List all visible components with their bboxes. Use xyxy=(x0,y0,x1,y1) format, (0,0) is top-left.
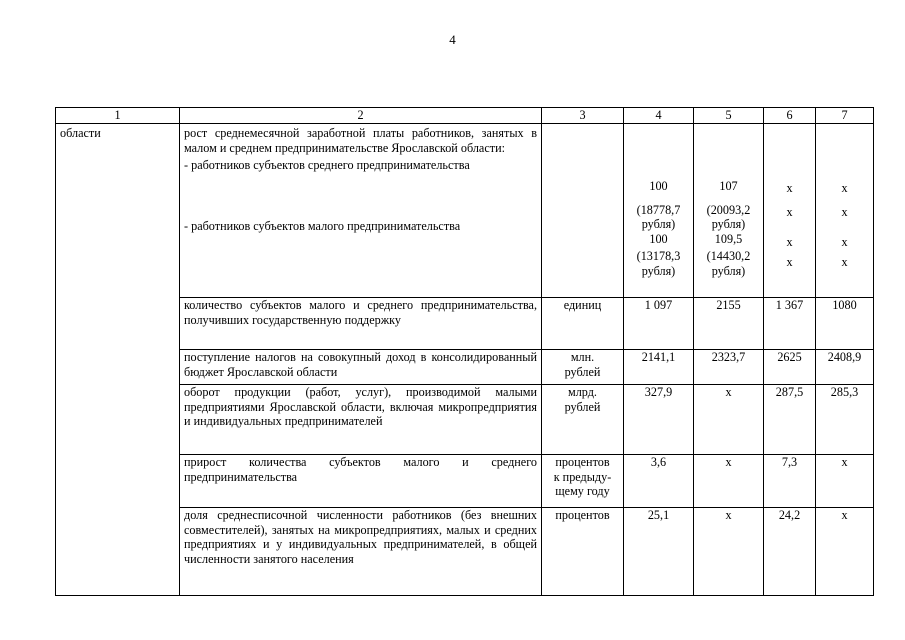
value-cell: 327,9 xyxy=(624,385,694,455)
header-cell: 4 xyxy=(624,108,694,124)
value: (18778,7 xyxy=(636,202,681,217)
header-cell: 5 xyxy=(694,108,764,124)
unit-cell xyxy=(542,385,624,455)
value: х xyxy=(786,181,793,195)
header-cell: 1 xyxy=(56,108,180,124)
unit-line: рублей xyxy=(564,399,601,414)
unit-line: млн. xyxy=(570,350,595,364)
header-cell: 7 xyxy=(816,108,874,124)
unit-line: млрд. xyxy=(568,385,597,399)
indicator-sub-label: - работников субъектов малого предпринимательства xyxy=(184,218,461,233)
value: х xyxy=(786,204,793,219)
table-row xyxy=(56,124,874,298)
value: х xyxy=(841,235,848,250)
indicator-cell: доля среднесписочной численности работников (без внешних совместителей), занятых на микропредприятиях, малых и средних предприятиях и у индивидуальных предпринимателей, в общей численности занятого населения xyxy=(180,508,542,596)
value-cell: 1 097 xyxy=(624,298,694,350)
value: 109,5 xyxy=(714,231,743,246)
value: х xyxy=(841,204,848,219)
value: рубля) xyxy=(641,263,676,278)
value: (20093,2 xyxy=(706,202,751,217)
value-cell: 285,3 xyxy=(816,385,874,455)
unit-line: щему году xyxy=(555,484,610,499)
value-cell: 24,2 xyxy=(764,508,816,596)
value: рубля) xyxy=(711,263,746,278)
value: рубля) xyxy=(641,217,676,232)
value-cell: х xyxy=(816,508,874,596)
value-cell: 2141,1 xyxy=(624,350,694,385)
value: х xyxy=(786,254,793,269)
value-cell xyxy=(694,124,764,298)
header-row xyxy=(56,108,874,124)
value-cell: 1 367 xyxy=(764,298,816,350)
value-cell: 1080 xyxy=(816,298,874,350)
value: х xyxy=(786,235,793,250)
value-cell: 2323,7 xyxy=(694,350,764,385)
indicator-cell xyxy=(180,124,542,298)
value-cell: 287,5 xyxy=(764,385,816,455)
indicator-cell: поступление налогов на совокупный доход в консолидированный бюджет Ярославской области xyxy=(180,350,542,385)
unit-cell xyxy=(542,455,624,508)
unit-cell: единиц xyxy=(542,298,624,350)
value-cell: х xyxy=(694,508,764,596)
unit-line: к предыду- xyxy=(553,469,612,484)
value-cell: 25,1 xyxy=(624,508,694,596)
header-cell: 2 xyxy=(180,108,542,124)
value: 100 xyxy=(649,179,668,193)
indicator-sub-label: - работников субъектов среднего предпринимательства xyxy=(184,158,470,173)
indicator-text: рост среднемесячной заработной платы работников, занятых в малом и среднем предпринимательстве Ярославской области: xyxy=(184,126,537,155)
unit-cell: процентов xyxy=(542,508,624,596)
value: 100 xyxy=(649,231,668,246)
value: 107 xyxy=(719,179,738,193)
unit-cell xyxy=(542,350,624,385)
value: (14430,2 xyxy=(706,249,751,264)
value-cell: 7,3 xyxy=(764,455,816,508)
value: х xyxy=(841,181,848,195)
value: рубля) xyxy=(711,217,746,232)
indicator-cell: количество субъектов малого и среднего предпринимательства, получивших государственную поддержку xyxy=(180,298,542,350)
value: (13178,3 xyxy=(636,249,681,264)
header-cell: 6 xyxy=(764,108,816,124)
value-cell: 3,6 xyxy=(624,455,694,508)
indicators-table xyxy=(55,107,874,596)
value-cell: 2155 xyxy=(694,298,764,350)
value: х xyxy=(841,254,848,269)
page-number: 4 xyxy=(449,32,456,47)
header-cell: 3 xyxy=(542,108,624,124)
unit-line: процентов xyxy=(555,455,610,469)
value-cell xyxy=(624,124,694,298)
value-cell: 2625 xyxy=(764,350,816,385)
indicator-cell: прирост количества субъектов малого и среднего предпринимательства xyxy=(180,455,542,508)
value-cell: 2408,9 xyxy=(816,350,874,385)
value-cell xyxy=(816,124,874,298)
value-cell: х xyxy=(694,385,764,455)
unit-cell xyxy=(542,124,624,298)
value-cell xyxy=(764,124,816,298)
unit-line: рублей xyxy=(564,364,601,379)
indicator-cell: оборот продукции (работ, услуг), производимой малыми предприятиями Ярославской области, включая микропредприятия и индивидуальных предпринимателей xyxy=(180,385,542,455)
value-cell: х xyxy=(694,455,764,508)
region-cell: области xyxy=(56,124,180,596)
value-cell: х xyxy=(816,455,874,508)
